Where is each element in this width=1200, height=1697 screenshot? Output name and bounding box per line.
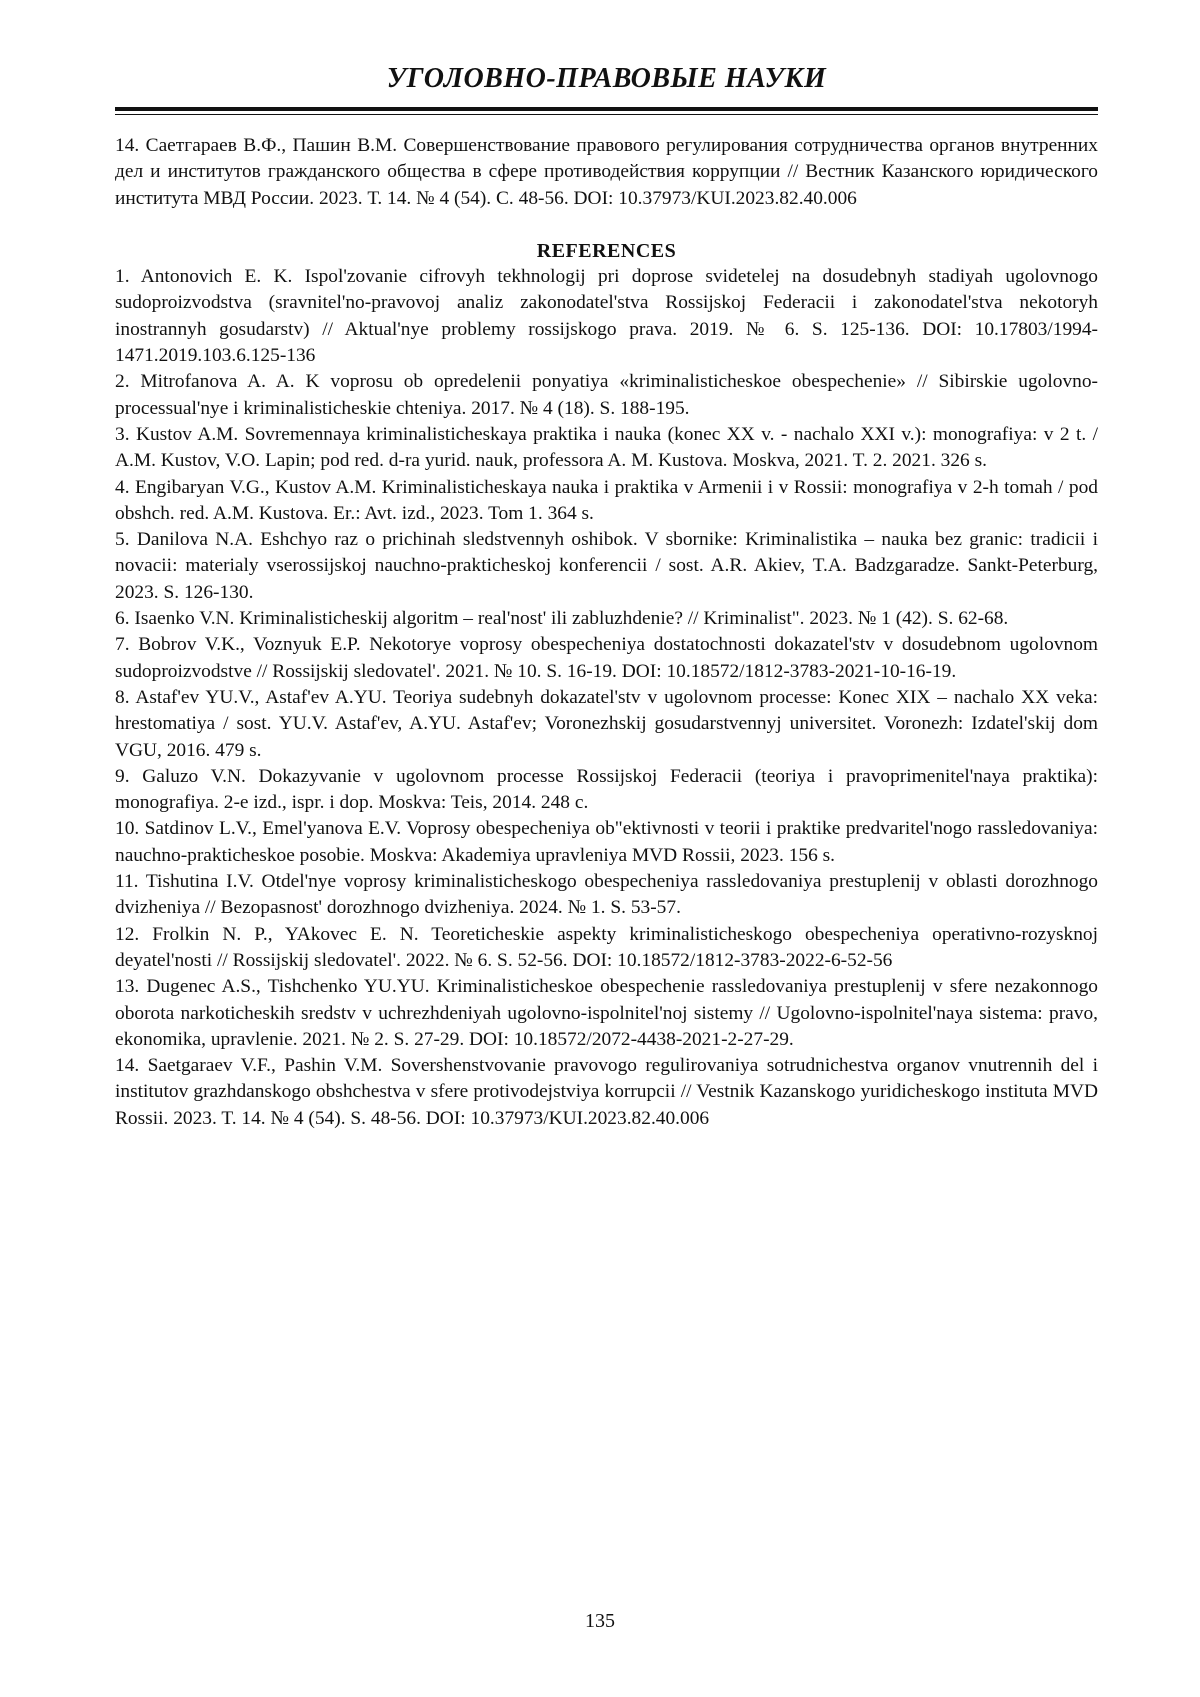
- document-page: [0, 0, 1200, 1697]
- reference-item: 6. Isaenko V.N. Kriminalisticheskij algoritm – real'nost' ili zabluzhdenie? // Kriminalist". 2023. № 1 (42). S. 62-68.: [115, 606, 1098, 632]
- reference-item: 10. Satdinov L.V., Emel'yanova E.V. Voprosy obespecheniya ob"ektivnosti v teorii i praktike predvaritel'nogo rassledovaniya: nauchno-prakticheskoe posobie. Moskva: Akademiya upravleniya MVD Rossii, 2023. 156 s.: [115, 816, 1098, 869]
- reference-item: 3. Kustov A.M. Sovremennaya kriminalisticheskaya praktika i nauka (konec XX v. - nachalo XXI v.): monografiya: v 2 t. / A.M. Kustov, V.O. Lapin; pod red. d-ra yurid. nauk, professora A. M. Kustova. Moskva, 2021. T. 2. 2021. 326 s.: [115, 422, 1098, 475]
- reference-item: 7. Bobrov V.K., Voznyuk E.P. Nekotorye voprosy obespecheniya dostatochnosti dokazatel'stv v dosudebnom ugolovnom sudoproizvodstve // Rossijskij sledovatel'. 2021. № 10. S. 16-19. DOI: 10.18572/1812-3783-2021-10-16-19.: [115, 632, 1098, 685]
- header-rule: [115, 107, 1098, 111]
- reference-item: 1. Antonovich E. K. Ispol'zovanie cifrovyh tekhnologij pri doprose svidetelej na dosudebnyh stadiyah ugolovnogo sudoproizvodstva (sravnitel'no-pravovoj analiz zakonodatel'stva Rossijskoj Federacii i zakonodatel'stva nekotoryh inostrannyh gosudarstv) // Aktual'nye problemy rossijskogo prava. 2019. № 6. S. 125-136. DOI: 10.17803/1994-1471.2019.103.6.125-136: [115, 264, 1098, 369]
- reference-item: 2. Mitrofanova A. A. K voprosu ob opredelenii ponyatiya «kriminalisticheskoe obespechenie» // Sibirskie ugolovno-processual'nye i kriminalisticheskie chteniya. 2017. № 4 (18). S. 188-195.: [115, 369, 1098, 422]
- page-body: [115, 133, 1098, 1132]
- reference-item: 13. Dugenec A.S., Tishchenko YU.YU. Kriminalisticheskoe obespechenie rassledovaniya prestuplenij v sfere nezakonnogo oborota narkoticheskih sredstv v uchrezhdeniyah ugolovno-ispolnitel'noj sistemy // Ugolovno-ispolnitel'naya sistema: pravo, ekonomika, upravlenie. 2021. № 2. S. 27-29. DOI: 10.18572/2072-4438-2021-2-27-29.: [115, 974, 1098, 1053]
- page-number: 135: [0, 1608, 1200, 1634]
- reference-item: 9. Galuzo V.N. Dokazyvanie v ugolovnom processe Rossijskoj Federacii (teoriya i pravoprimenitel'naya praktika): monografiya. 2-e izd., ispr. i dop. Moskva: Teis, 2014. 248 c.: [115, 764, 1098, 817]
- reference-item: 4. Engibaryan V.G., Kustov A.M. Kriminalisticheskaya nauka i praktika v Armenii i v Rossii: monografiya v 2-h tomah / pod obshch. red. A.M. Kustova. Er.: Avt. izd., 2023. Tom 1. 364 s.: [115, 475, 1098, 528]
- running-header: УГОЛОВНО-ПРАВОВЫЕ НАУКИ: [115, 62, 1098, 96]
- reference-item: 8. Astaf'ev YU.V., Astaf'ev A.YU. Teoriya sudebnyh dokazatel'stv v ugolovnom processe: Konec XIX – nachalo XX veka: hrestomatiya / sost. YU.V. Astaf'ev, A.YU. Astaf'ev; Voronezhskij gosudarstvennyj universitet. Voronezh: Izdatel'skij dom VGU, 2016. 479 s.: [115, 685, 1098, 764]
- references-list: [115, 264, 1098, 1132]
- header-rule-thin: [115, 114, 1098, 115]
- russian-reference-14: 14. Саетгараев В.Ф., Пашин В.М. Совершенствование правового регулирования сотрудничества органов внутренних дел и институтов гражданского общества в сфере противодействия коррупции // Вестник Казанского юридического института МВД России. 2023. Т. 14. № 4 (54). С. 48-56. DOI: 10.37973/KUI.2023.82.40.006: [115, 133, 1098, 212]
- reference-item: 11. Tishutina I.V. Otdel'nye voprosy kriminalisticheskogo obespecheniya rassledovaniya prestuplenij v oblasti dorozhnogo dvizheniya // Bezopasnost' dorozhnogo dvizheniya. 2024. № 1. S. 53-57.: [115, 869, 1098, 922]
- reference-item: 5. Danilova N.A. Eshchyo raz o prichinah sledstvennyh oshibok. V sbornike: Kriminalistika – nauka bez granic: tradicii i novacii: materialy vserossijskoj nauchno-prakticheskoj konferencii / sost. A.R. Akiev, T.A. Badzgaradze. Sankt-Peterburg, 2023. S. 126-130.: [115, 527, 1098, 606]
- reference-item: 12. Frolkin N. P., YAkovec E. N. Teoreticheskie aspekty kriminalisticheskogo obespecheniya operativno-rozysknoj deyatel'nosti // Rossijskij sledovatel'. 2022. № 6. S. 52-56. DOI: 10.18572/1812-3783-2022-6-52-56: [115, 922, 1098, 975]
- references-heading: REFERENCES: [115, 238, 1098, 264]
- reference-item: 14. Saetgaraev V.F., Pashin V.M. Sovershenstvovanie pravovogo regulirovaniya sotrudnichestva organov vnutrennih del i institutov grazhdanskogo obshchestva v sfere protivodejstviya korrupcii // Vestnik Kazanskogo yuridicheskogo instituta MVD Rossii. 2023. T. 14. № 4 (54). S. 48-56. DOI: 10.37973/KUI.2023.82.40.006: [115, 1053, 1098, 1132]
